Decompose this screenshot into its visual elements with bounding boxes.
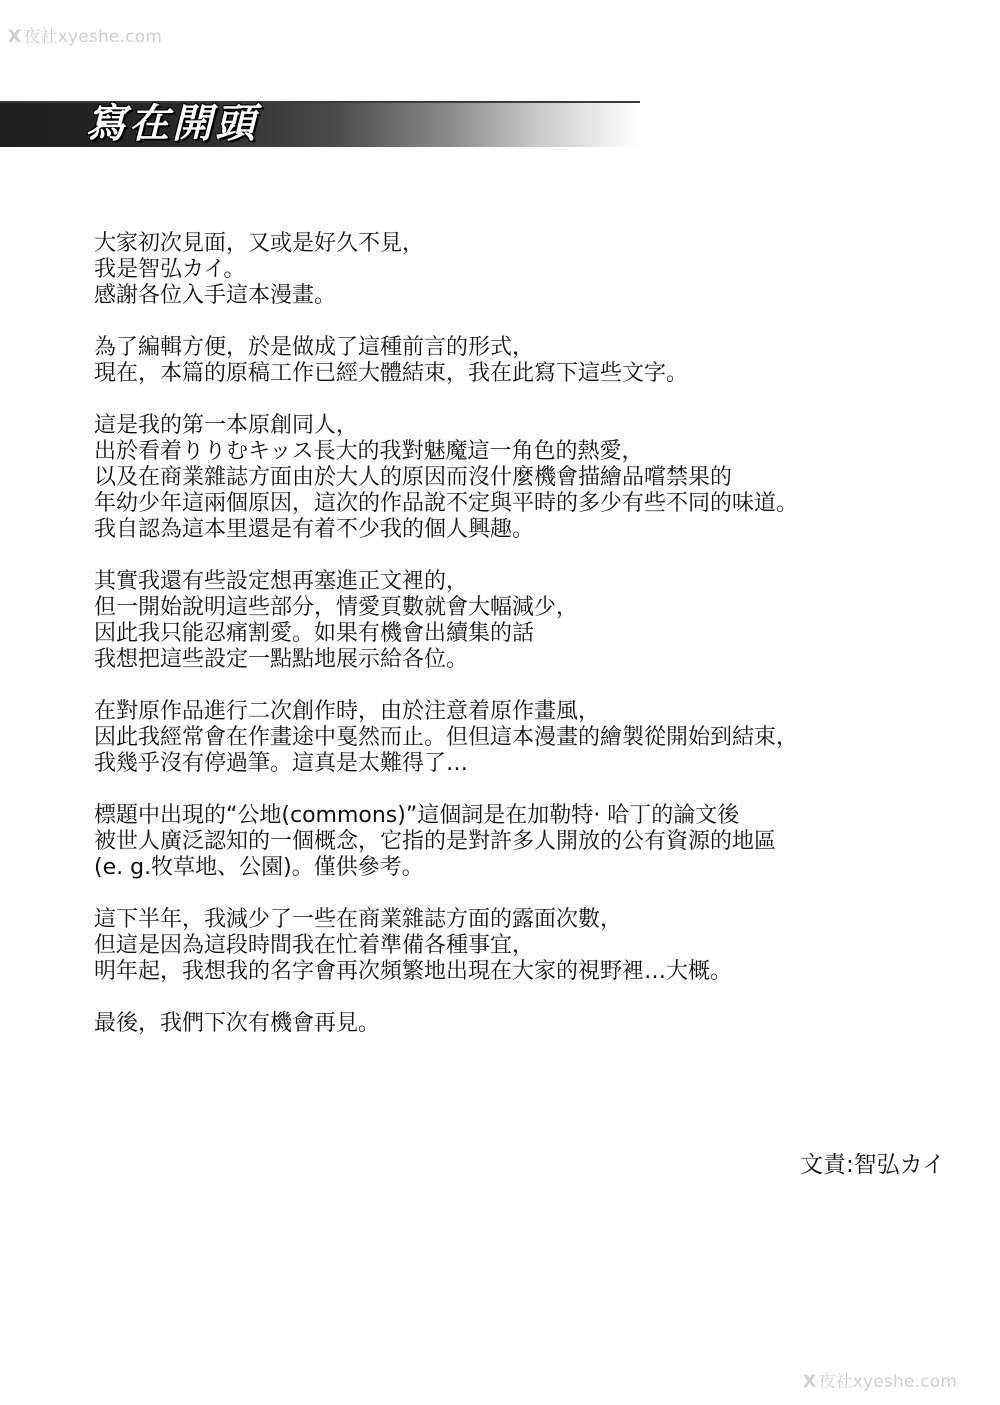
paragraph-7 — [94, 907, 894, 985]
text-line: 明年起，我想我的名字會再次頻繁地出現在大家的視野裡…大概。 — [94, 959, 733, 984]
watermark-bottom — [803, 1367, 957, 1392]
text-line: 這下半年，我減少了一些在商業雜誌方面的露面次數， — [94, 907, 623, 932]
paragraph-4 — [94, 569, 894, 673]
paragraph-6 — [94, 803, 894, 881]
text-line: 感謝各位入手這本漫畫。 — [94, 283, 337, 308]
foreword-body — [94, 231, 894, 1063]
text-line: 大家初次見面，又或是好久不見， — [94, 231, 425, 256]
page-title: 寫在開頭 — [86, 100, 258, 147]
text-line: 標題中出現的“公地(commons)”這個詞是在加勒特· 哈丁的論文後 — [94, 803, 740, 828]
paragraph-2 — [94, 335, 894, 387]
text-line: 最後，我們下次有機會再見。 — [94, 1011, 381, 1036]
text-line: 因此我經常會在作畫途中戛然而止。但但這本漫畫的繪製從開始到結束， — [94, 725, 799, 750]
watermark-text: 夜社xyeshe.com — [23, 27, 163, 47]
text-line: (e. g.牧草地、公園)。僅供參考。 — [94, 855, 424, 880]
watermark-logo-icon: X — [803, 1372, 817, 1392]
paragraph-1 — [94, 231, 894, 309]
text-line: 現在，本篇的原稿工作已經大體結束，我在此寫下這些文字。 — [94, 361, 689, 386]
text-line: 為了編輯方便，於是做成了這種前言的形式， — [94, 335, 535, 360]
text-line: 出於看着りりむキッス長大的我對魅魔這一角色的熱愛， — [94, 439, 644, 464]
text-line: 以及在商業雜誌方面由於大人的原因而沒什麼機會描繪品嚐禁果的 — [94, 465, 733, 490]
paragraph-3 — [94, 413, 894, 543]
text-line: 被世人廣泛認知的一個概念，它指的是對許多人開放的公有資源的地區 — [94, 829, 777, 854]
text-line: 其實我還有些設定想再塞進正文裡的， — [94, 569, 469, 594]
paragraph-5 — [94, 699, 894, 777]
text-line: 但這是因為這段時間我在忙着準備各種事宜， — [94, 933, 535, 958]
watermark-logo-icon: X — [8, 27, 22, 47]
text-line: 年幼少年這兩個原因，這次的作品說不定與平時的多少有些不同的味道。 — [94, 491, 799, 516]
text-line: 我幾乎沒有停過筆。這真是太難得了… — [94, 751, 469, 776]
text-line: 因此我只能忍痛割愛。如果有機會出續集的話 — [94, 621, 535, 646]
text-line: 我是智弘カイ。 — [94, 257, 246, 282]
text-line: 我想把這些設定一點點地展示給各位。 — [94, 647, 469, 672]
text-line: 這是我的第一本原創同人， — [94, 413, 359, 438]
text-line: 在對原作品進行二次創作時，由於注意着原作畫風， — [94, 699, 601, 724]
paragraph-8 — [94, 1011, 894, 1037]
watermark-top — [8, 22, 162, 47]
text-line: 我自認為這本里還是有着不少我的個人興趣。 — [94, 517, 535, 542]
text-line: 但一開始說明這些部分，情愛頁數就會大幅減少， — [94, 595, 579, 620]
watermark-text: 夜社xyeshe.com — [818, 1372, 958, 1392]
author-signature: 文責:智弘カイ — [799, 1152, 945, 1178]
